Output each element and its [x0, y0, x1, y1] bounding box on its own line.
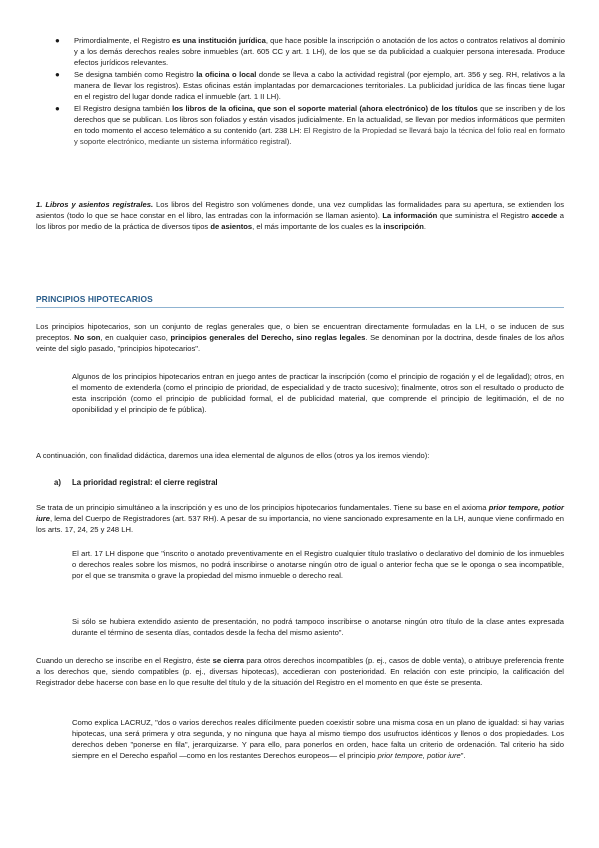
text-run: a los libros por medio de la práctica de diversos tipos [36, 210, 564, 231]
text-run: Los libros del Registro son volúmenes donde, una vez cumplidas las formalidades para su apertura, se extienden los asientos (todo lo que se hace constar en el libro, las entradas con la información se llaman asiento). [36, 200, 564, 220]
text-run: inscripción [383, 221, 424, 231]
text-run: La información [382, 210, 438, 220]
text-run: No son [74, 332, 101, 342]
text-run: donde se lleva a cabo la actividad registral (por ejemplo, art. 356 y seg. RH, relativos a la manera de llevar los registros). Estas oficinas están implantadas por demarcaciones territoriales. La publicidad jurídica de las fincas tiene lugar en el registro del lugar donde radica el inmueble (art. 1 II LH). [74, 70, 565, 102]
indented-paragraph: Algunos de los principios hipotecarios entran en juego antes de practicar la inscripción (como el principio de rogación y el de legalidad); otros, en el momento de extenderla (como el principio de prioridad, de especialidad y de tracto sucesivo); finalmente, otros son el resultado o producto de esta inscripción (como el principio de publicidad formal, el de publicidad material, que comprende el principio de legitimación, el de no oponibilidad y el principio de fe pública). [72, 372, 564, 414]
intro-paragraph [36, 322, 564, 355]
text-run: Primordialmente, el Registro [74, 36, 173, 45]
bullet-text [74, 70, 565, 103]
text-run: Se trata de un principio simultáneo a la inscripción y es uno de los principios hipotecarios fundamentales. Tiene su base en el axioma [36, 503, 489, 512]
text-run: Cuando un derecho se inscribe en el Registro, éste [36, 656, 213, 665]
bullet-list [55, 36, 565, 150]
quote-asiento: Si sólo se hubiera extendido asiento de presentación, no podrá tampoco inscribirse o anotarse ningún otro título de la clase antes expresada durante el término de sesenta días, contados desde la fecha del mismo asiento". [72, 617, 564, 637]
subheading-label: a) [54, 478, 61, 487]
text-run: . [423, 221, 427, 231]
bullet-dot-icon: ● [55, 36, 60, 45]
text-run: , en cualquier caso, [100, 332, 171, 342]
text-run: que suministra el Registro [437, 210, 532, 220]
bullet-text [74, 36, 565, 69]
text-run: es una institución jurídica [172, 36, 266, 45]
subheading-text: La prioridad registral: el cierre registral [72, 478, 218, 487]
subheading [54, 478, 218, 487]
section-title: PRINCIPIOS HIPOTECARIOS [36, 294, 153, 304]
text-run: , que hace posible la inscripción o anotación de los actos o contratos relativos al dominio y a los demás derechos reales sobre inmuebles (art. 605 CC y art. 1 LH), de los que se da publicidad a cualquier persona interesada. Produce efectos jurídicos relevantes. [74, 36, 565, 67]
libros-asientos-paragraph [36, 200, 564, 233]
bullet-item-libros [55, 104, 565, 148]
bullet-item-oficina [55, 70, 565, 103]
text-run: 1. Libros y asientos registrales. [36, 200, 154, 209]
continuation-paragraph: A continuación, con finalidad didáctica, daremos una idea elemental de algunos de ellos (otros ya los iremos viendo): [36, 451, 430, 460]
text-run: para otros derechos incompatibles (p. ej., casos de doble venta), o atribuye preferencia frente a los derechos que, siendo compatibles (p. ej., diversas hipotecas), accedieran con posterioridad. En relación con este principio, la calificación del Registrador debe hacerse con base en lo que resulte del título y de la situación del Registro en el momento en que éste se presenta. [36, 656, 564, 687]
section-divider [36, 307, 564, 308]
text-run: prior tempore, potior iure [36, 503, 564, 523]
bullet-dot-icon: ● [55, 70, 60, 80]
text-run: , el más importante de los cuales es la [252, 221, 384, 231]
text-run: El Registro de la Propiedad se llevará bajo la técnica del folio real en formato y soporte electrónico, mediante un sistema informático registral [74, 126, 565, 147]
bullet-item-institucion [55, 36, 565, 69]
bullet-dot-icon: ● [55, 104, 60, 114]
text-run: prior tempore, potior iure [377, 750, 461, 760]
prioridad-paragraph [36, 503, 564, 536]
text-run: principios generales del Derecho, sino reglas legales [170, 332, 366, 342]
lacruz-paragraph [72, 718, 564, 762]
text-run: la oficina o local [196, 70, 257, 80]
text-run: que se inscriben y de los derechos que se publican. Los libros son foliados y están visados judicialmente. En la actualidad, se llevan por medios informáticos que permiten en todo momento el acceso telemático a su contenido (art. 238 LH: [74, 104, 565, 136]
text-run: los libros de la oficina, que son el soporte material (ahora electrónico) de los títulos [172, 104, 478, 114]
text-run: El Registro designa también [74, 104, 173, 114]
text-run: ). [286, 137, 292, 147]
quote-art17: El art. 17 LH dispone que "inscrito o anotado preventivamente en el Registro cualquier título traslativo o declarativo del dominio de los inmuebles o derechos reales sobre los mismos, no podrá inscribirse o anotarse ningún otro de igual o anterior fecha que se le oponga o sea incompatible, por el que se transmita o grave la propiedad del mismo inmueble o derecho real. [72, 549, 564, 580]
text-run: Como explica LACRUZ, "dos o varios derechos reales difícilmente pueden coexistir sobre una misma cosa en un plano de igualdad: si hay varias hipotecas, una será primera y otra segunda, y no ninguna que haya al mismo tiempo dos usufructos idénticos y llenos o dos propiedades. Los derechos deben "ponerse en fila", jerarquizarse. Y para ello, para ponerlos en orden, hace falta un criterio de ordenación. Tal criterio ha sido siempre en el Derecho español —como en los restantes Derechos europeos— el principio [72, 718, 564, 760]
text-run: , lema del Cuerpo de Registradores (art. 537 RH). A pesar de su importancia, no viene sancionado expresamente en la LH, aunque viene confirmado en los arts. 17, 24, 25 y 248 LH. [36, 513, 564, 534]
text-run: ". [460, 750, 466, 760]
text-run: Se designa también como Registro [74, 70, 197, 80]
text-run: se cierra [212, 656, 245, 665]
text-run: Los principios hipotecarios, son un conjunto de reglas generales que, o bien se encuentran directamente formuladas en la LH, o se inducen de sus preceptos. [36, 322, 564, 342]
cierre-paragraph [36, 656, 564, 689]
text-run: accede [531, 210, 558, 220]
text-run: . Se denominan por la doctrina, desde finales de los años veinte del siglo pasado, "principios hipotecarios". [36, 332, 564, 353]
bullet-text [74, 104, 565, 148]
text-run: de asientos [210, 221, 253, 231]
